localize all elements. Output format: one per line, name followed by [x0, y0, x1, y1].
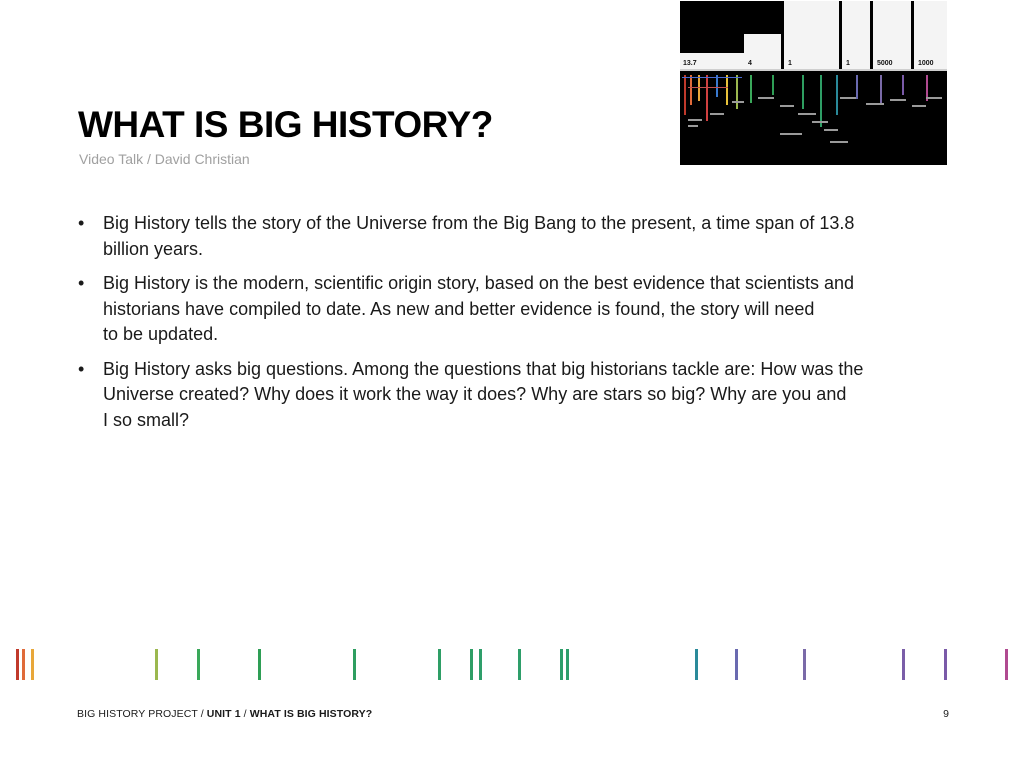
timeline-label: 4 — [748, 60, 752, 67]
color-bar-strip — [0, 649, 1024, 680]
timeline-label: 13.7 — [683, 60, 697, 67]
timeline-label: 5000 — [877, 60, 893, 67]
bullet-marker: • — [78, 358, 85, 379]
bullet-marker: • — [78, 273, 85, 293]
color-bar — [438, 649, 441, 680]
bullet-line: I so small? — [103, 409, 190, 430]
color-bar — [353, 649, 356, 680]
footer-unit: UNIT 1 — [206, 708, 241, 720]
color-bar — [197, 649, 200, 680]
footer-section: WHAT IS BIG HISTORY? — [249, 708, 373, 720]
color-bar — [695, 649, 698, 680]
bullet-line: to be updated. — [103, 324, 219, 344]
footer-breadcrumb — [77, 708, 372, 720]
color-bar — [518, 649, 521, 680]
bullet-item — [78, 211, 950, 262]
color-bar — [566, 649, 569, 680]
color-bar — [22, 649, 25, 680]
bullet-line: Universe created? Why does it work the way it does? Why are stars so big? Why are you and — [103, 384, 847, 404]
color-bar — [944, 649, 947, 680]
bullet-line: Big History asks big questions. Among the questions that big historians tackle are: How was the — [103, 358, 864, 379]
color-bar — [258, 649, 261, 680]
bullet-line: Big History tells the story of the Universe from the Big Bang to the present, a time span of 13.8 — [103, 213, 855, 233]
color-bar — [31, 649, 34, 680]
footer-separator: / — [240, 708, 250, 720]
timeline-label: 1000 — [918, 60, 934, 67]
timeline-label: 1 — [788, 60, 792, 67]
color-bar — [560, 649, 563, 680]
bullet-line: Big History is the modern, scientific origin story, based on the best evidence that scientists and — [103, 273, 855, 293]
bullet-item — [78, 271, 950, 348]
color-bar — [1005, 649, 1008, 680]
bullet-marker: • — [78, 213, 85, 233]
color-bar — [155, 649, 158, 680]
bullet-line: historians have compiled to date. As new and better evidence is found, the story will need — [103, 298, 815, 319]
bullet-line: billion years. — [103, 238, 204, 259]
color-bar — [470, 649, 473, 680]
color-bar — [803, 649, 806, 680]
color-bar — [735, 649, 738, 680]
timeline-image — [680, 1, 947, 165]
bullet-list — [78, 211, 950, 442]
color-bar — [16, 649, 19, 680]
page-subtitle: Video Talk / David Christian — [79, 151, 250, 167]
page-number: 9 — [943, 708, 949, 720]
footer-project: BIG HISTORY PROJECT / — [77, 708, 207, 720]
page-title: WHAT IS BIG HISTORY? — [78, 104, 493, 145]
timeline-label: 1 — [846, 60, 850, 67]
bullet-item — [78, 357, 950, 434]
color-bar — [902, 649, 905, 680]
color-bar — [479, 649, 482, 680]
timeline-graphic — [680, 1, 947, 165]
color-bars-graphic — [0, 649, 1024, 680]
